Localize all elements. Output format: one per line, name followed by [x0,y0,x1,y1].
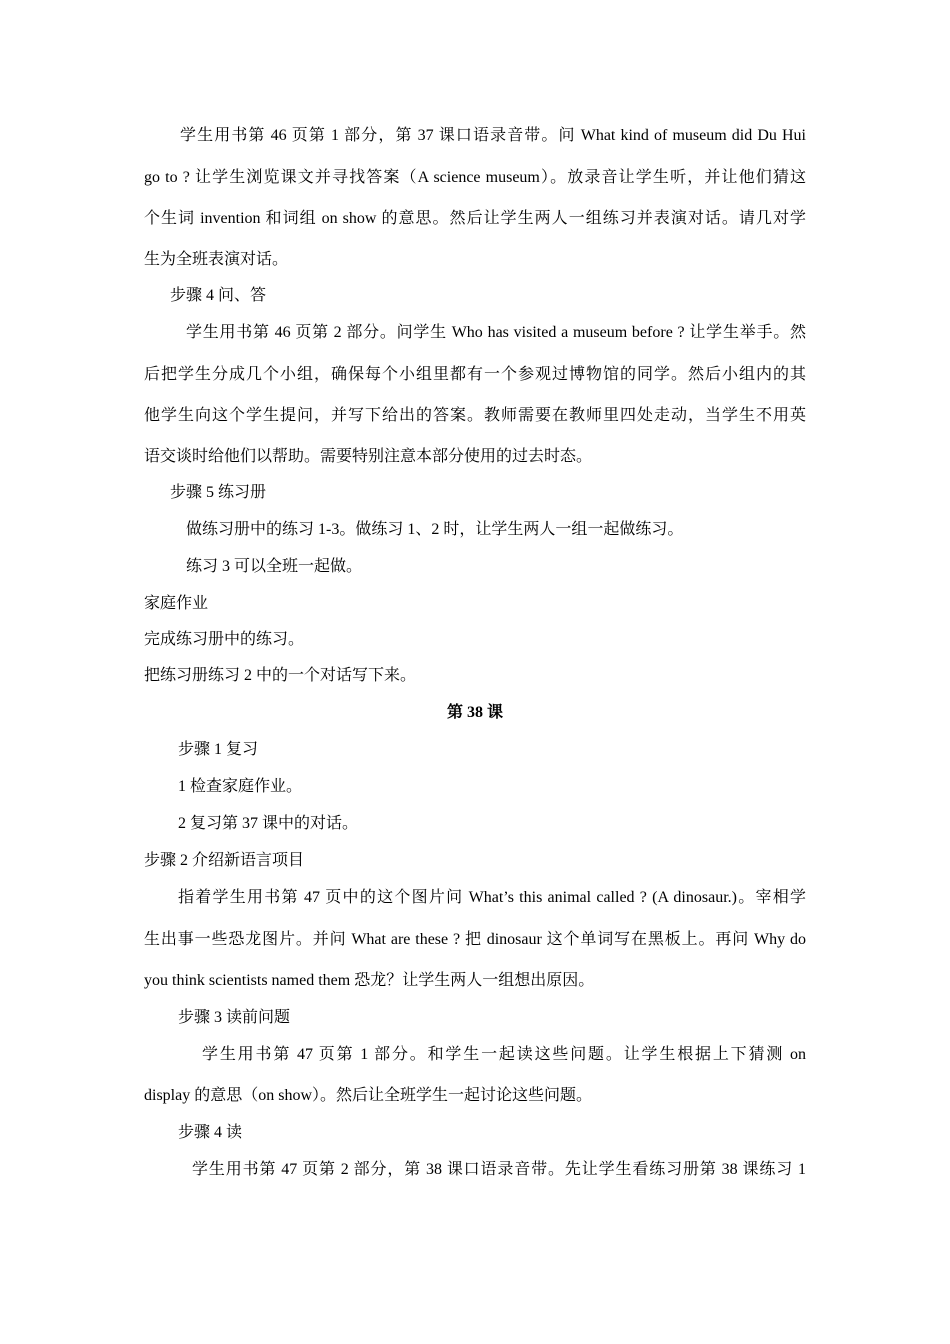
paragraph-line: 指着学生用书第 47 页中的这个图片问 What’s this animal called ? (A dinosaur.)。宰相学 [178,889,806,906]
step-heading: 步骤 5 练习册 [170,484,267,501]
paragraph-line: 学生用书第 47 页第 1 部分。和学生一起读这些问题。让学生根据上下猜测 on [202,1046,806,1063]
step-heading: 步骤 1 复习 [178,741,259,758]
paragraph-line: 学生用书第 46 页第 1 部分，第 37 课口语录音带。问 What kind of museum did Du Hui [180,127,806,144]
paragraph-line: 生为全班表演对话。 [144,251,289,268]
step-heading: 步骤 3 读前问题 [178,1009,291,1026]
paragraph-line: go to ? 让学生浏览课文并寻找答案（A science museum）。放录音让学生听，并让他们猜这 [144,169,806,186]
paragraph-line: 练习 3 可以全班一起做。 [186,558,363,575]
paragraph-line: 做练习册中的练习 1-3。做练习 1、2 时，让学生两人一组一起做练习。 [186,521,684,538]
paragraph-line: display 的意思（on show）。然后让全班学生一起讨论这些问题。 [144,1087,593,1104]
lesson-title: 第 38 课 [446,704,503,721]
paragraph-line: 个生词 invention 和词组 on show 的意思。然后让学生两人一组练习并表演对话。请几对学 [144,210,806,227]
paragraph-line: 生出事一些恐龙图片。并问 What are these ? 把 dinosaur 这个单词写在黑板上。再问 Why do [144,931,806,948]
paragraph-line: you think scientists named them 恐龙？让学生两人一组想出原因。 [144,972,595,989]
paragraph-line: 语交谈时给他们以帮助。需要特别注意本部分使用的过去时态。 [144,448,593,465]
step-heading: 步骤 4 读 [178,1124,243,1141]
step-heading: 步骤 4 问、答 [170,287,267,304]
paragraph-line: 后把学生分成几个小组，确保每个小组里都有一个参观过博物馆的同学。然后小组内的其 [144,366,806,383]
paragraph-line: 完成练习册中的练习。 [144,631,305,648]
paragraph-line: 2 复习第 37 课中的对话。 [178,815,359,832]
section-heading: 家庭作业 [144,595,209,612]
paragraph-line: 学生用书第 46 页第 2 部分。问学生 Who has visited a museum before ? 让学生举手。然 [186,324,806,341]
paragraph-line: 1 检查家庭作业。 [178,778,303,795]
paragraph-line: 他学生向这个学生提问，并写下给出的答案。教师需要在教师里四处走动，当学生不用英 [144,407,806,424]
paragraph-line: 把练习册练习 2 中的一个对话写下来。 [144,667,417,684]
paragraph-line: 学生用书第 47 页第 2 部分，第 38 课口语录音带。先让学生看练习册第 38 课练习 1 [192,1161,806,1178]
step-heading: 步骤 2 介绍新语言项目 [144,852,305,869]
